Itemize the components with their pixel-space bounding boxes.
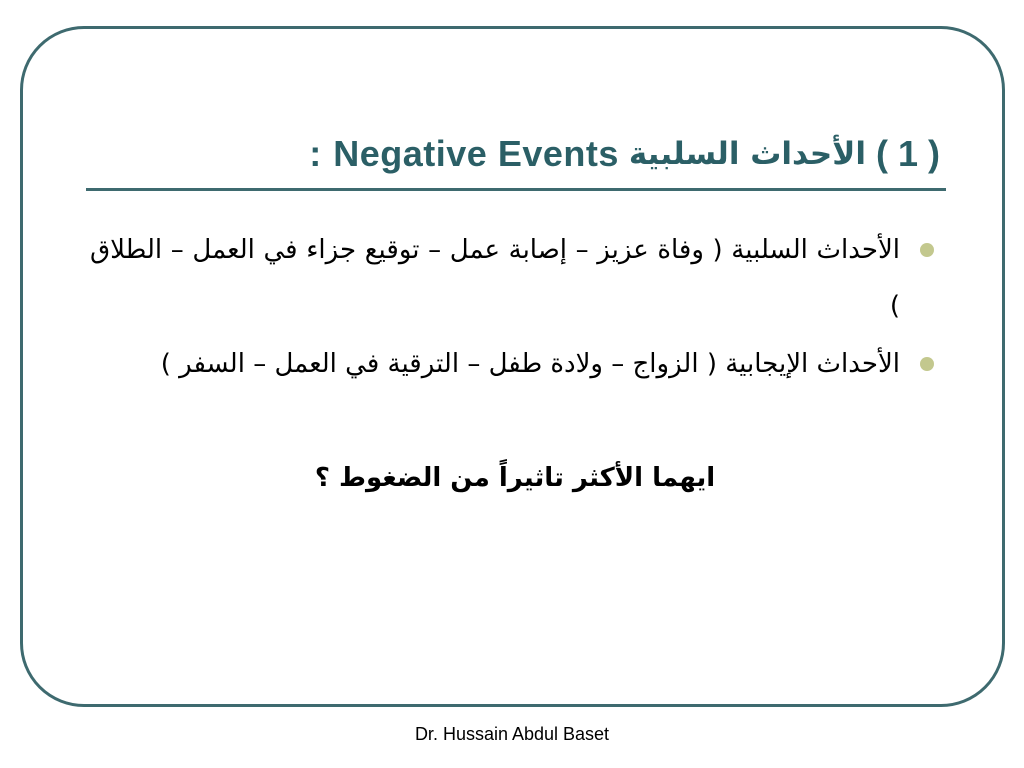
bullet-text: الأحداث السلبية ( وفاة عزيز – إصابة عمل – توقيع جزاء في العمل – الطلاق ) [90, 235, 900, 321]
title-number: ( 1 ) [875, 133, 940, 174]
footer-author: Dr. Hussain Abdul Baset [414, 724, 610, 744]
title-english: Negative Events [333, 133, 619, 174]
bullet-text: الأحداث الإيجابية ( الزواج – ولادة طفل – الترقية في العمل – السفر ) [160, 349, 900, 379]
bullet-dot-icon [920, 357, 934, 371]
bullet-dot-icon [920, 243, 934, 257]
question-text: ايهما الأكثر تاثيراً من الضغوط ؟ [314, 463, 716, 493]
bullet-item-positive [90, 336, 940, 392]
title-underline [86, 188, 946, 191]
bullet-list [90, 222, 940, 394]
bullet-item-negative [90, 222, 940, 334]
slide-title [130, 128, 940, 180]
title-colon: : [309, 133, 322, 174]
title-arabic: الأحداث السلبية [628, 136, 866, 172]
